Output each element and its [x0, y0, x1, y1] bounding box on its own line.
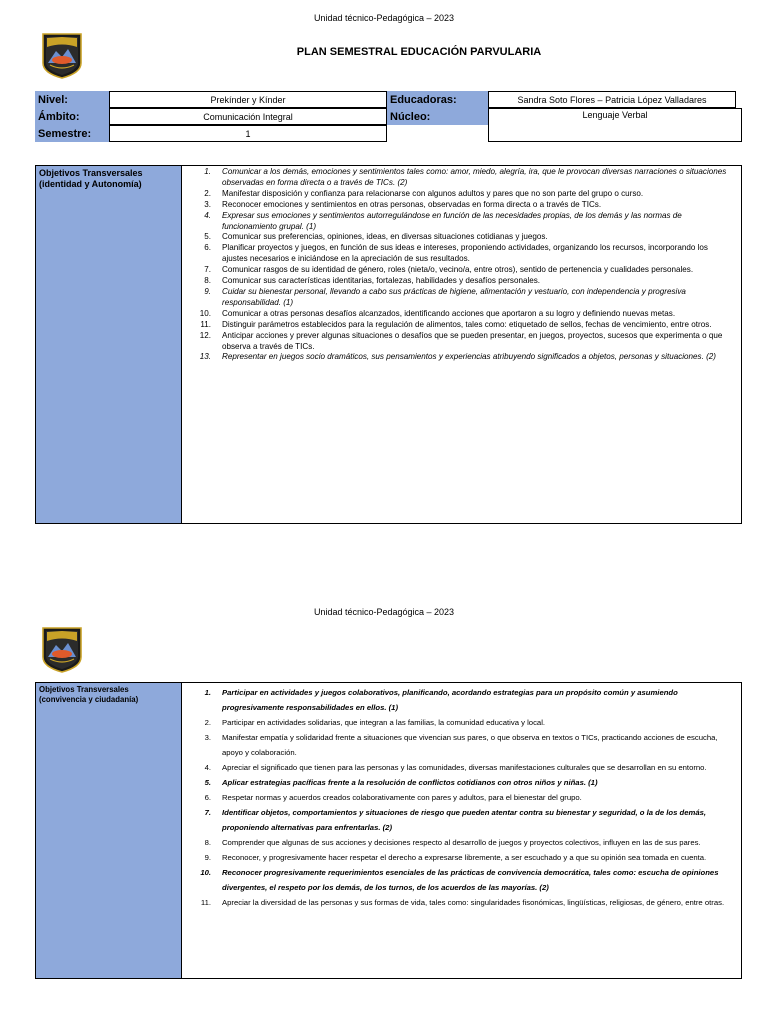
objective-citizenship-item-number: 9. [204, 853, 211, 862]
objective-item-number: 3. [204, 199, 211, 209]
objective-item [183, 320, 735, 331]
page-header-2: Unidad técnico-Pedagógica – 2023 [313, 607, 455, 617]
objective-item-text: Comunicar a los demás, emociones y sentimientos tales como: amor, miedo, alegría, ira, que le provocan diversas narraciones o situaciones observadas en forma directa o a través de TICs. (2) [222, 167, 727, 187]
objective-citizenship-item [183, 715, 731, 730]
objective-citizenship-item-text: Apreciar la diversidad de las personas y sus formas de vida, tales como: singularidades fisonómicas, lingüísticas, religiosas, de género, entre otras. [222, 898, 725, 907]
objective-item [183, 167, 735, 189]
objective-citizenship-item-number: 2. [204, 718, 211, 727]
objective-item-number: 8. [204, 276, 211, 286]
nivel-label: Nivel: [35, 91, 109, 108]
objective-item-text: Manifestar disposición y confianza para relacionarse con algunos adultos y pares que no son parte del grupo o curso. [222, 188, 644, 198]
objective-item [183, 189, 735, 200]
objective-citizenship-item-text: Aplicar estrategias pacíficas frente a la resolución de conflictos cotidianos con otros niños y niñas. (1) [222, 778, 598, 787]
objective-item-number: 12. [199, 330, 211, 340]
objective-item [183, 352, 735, 363]
objective-citizenship-item [183, 775, 731, 790]
objective-citizenship-item-text: Respetar normas y acuerdos creados colaborativamente con pares y adultos, para el bienestar del grupo. [222, 793, 582, 802]
objective-item [183, 211, 735, 233]
objective-citizenship-item [183, 790, 731, 805]
objective-citizenship-item-text: Participar en actividades y juegos colaborativos, planificando, acordando estrategias para un propósito común y asumiendo progresivamente responsabilidades en ellos. (1) [222, 688, 678, 712]
objective-item-number: 4. [204, 210, 211, 220]
objective-citizenship-item-text: Manifestar empatía y solidaridad frente a situaciones que vivencian sus pares, o que observa en textos o TICs, practicando acciones de escucha, apoyo y colaboración. [222, 733, 718, 757]
objective-citizenship-item-number: 11. [200, 898, 211, 907]
objective-item-number: 1. [204, 167, 211, 176]
objective-citizenship-item-text: Identificar objetos, comportamientos y situaciones de riesgo que pueden atentar contra su bienestar y seguridad, o la de los demás, proponiendo alternativas para enfrentarlas. (2) [222, 808, 707, 832]
objective-item [183, 276, 735, 287]
objective-item [183, 232, 735, 243]
objective-item-number: 7. [204, 265, 211, 275]
objective-citizenship-item-number: 5. [204, 778, 211, 787]
info-table [35, 91, 742, 143]
objective-item-number: 2. [204, 188, 211, 198]
nucleo-value: Lenguaje Verbal [488, 108, 742, 142]
objective-item [183, 200, 735, 211]
page-header: Unidad técnico-Pedagógica – 2023 [313, 13, 455, 23]
objective-item [183, 287, 735, 309]
objective-citizenship-item-text: Comprender que algunas de sus acciones y decisiones respecto al desarrollo de juegos y proyectos colectivos, influyen en las de sus pares. [222, 838, 701, 847]
objective-citizenship-item [183, 685, 731, 715]
objective-citizenship-item [183, 730, 731, 760]
objective-item [183, 265, 735, 276]
objective-citizenship-item [183, 895, 731, 910]
objective-item-number: 10. [199, 308, 211, 318]
objective-item-number: 13. [199, 352, 211, 362]
objectives-citizenship-box [35, 682, 742, 979]
objective-citizenship-item-text: Apreciar el significado que tienen para las personas y las comunidades, diversas manifestaciones culturales que se desarrollan en su entorno. [222, 763, 707, 772]
objective-item-text: Anticipar acciones y prever algunas situaciones o desafíos que se pueden presentar, en juegos, proyectos, sucesos que experimenta o que observa a través de TICs. [222, 330, 723, 351]
nivel-value: Prekínder y Kínder [109, 91, 387, 108]
objective-item-text: Comunicar sus preferencias, opiniones, ideas, en diversas situaciones cotidianas y juegos. [222, 232, 548, 242]
objectives-identity-label: Objetivos Transversales (identidad y Autonomía) [36, 166, 182, 523]
objective-citizenship-item-number: 3. [204, 733, 211, 742]
objective-citizenship-item [183, 760, 731, 775]
objective-item-text: Comunicar sus características identitarias, fortalezas, habilidades y desafíos personales. [222, 276, 541, 286]
objective-item-text: Reconocer emociones y sentimientos en otras personas, observadas en forma directa o a través de TICs. [222, 199, 602, 209]
objectives-identity-box [35, 165, 742, 524]
objective-item [183, 243, 735, 265]
semestre-label: Semestre: [35, 125, 109, 142]
objective-item [183, 331, 735, 353]
objective-item-text: Distinguir parámetros establecidos para la regulación de alimentos, tales como: etiquetado de sellos, fechas de vencimiento, entre otros. [222, 319, 712, 329]
objective-citizenship-item-number: 7. [204, 808, 211, 817]
objective-citizenship-item [183, 835, 731, 850]
objectives-identity-list [183, 166, 735, 363]
objectives-citizenship-list [183, 683, 731, 910]
objective-item-number: 11. [200, 319, 211, 329]
objective-item-number: 9. [204, 286, 211, 296]
objective-citizenship-item-number: 6. [204, 793, 211, 802]
objective-item-text: Representar en juegos socio dramáticos, sus pensamientos y experiencias atribuyendo significados a objetos, personas y situaciones. (2) [222, 352, 716, 362]
objective-citizenship-item [183, 865, 731, 895]
objective-citizenship-item-text: Participar en actividades solidarias, que integran a las familias, la comunidad educativa y local. [222, 718, 546, 727]
objective-citizenship-item [183, 850, 731, 865]
objective-item-text: Comunicar rasgos de su identidad de género, roles (nieta/o, vecino/a, entre otros), sentido de pertenencia y cualidades personales. [222, 265, 694, 275]
objective-citizenship-item-number: 10. [200, 868, 211, 877]
objective-item-text: Planificar proyectos y juegos, en función de sus ideas e intereses, proponiendo actividades, organizando los recursos, incorporando los ajustes necesarios e iniciándose en la apreciación de sus resultados. [222, 243, 708, 264]
objective-item-number: 6. [204, 243, 211, 253]
objective-item [183, 309, 735, 320]
ambito-label: Ámbito: [35, 108, 109, 125]
school-crest-icon [42, 627, 82, 673]
objective-citizenship-item-text: Reconocer progresivamente requerimientos esenciales de las prácticas de convivencia democrática, tales como: escucha de opiniones divergentes, el respeto por los demás, de los turnos, de los acuerdos de las mayorías. (2) [222, 868, 719, 892]
objective-citizenship-item [183, 805, 731, 835]
objective-item-text: Cuidar su bienestar personal, llevando a cabo sus prácticas de higiene, alimentación y vestuario, con independencia y progresiva responsabilidad. (1) [222, 286, 686, 307]
objective-citizenship-item-number: 1. [204, 688, 211, 697]
objective-item-text: Comunicar a otras personas desafíos alcanzados, identificando acciones que aportaron a su logro y definiendo nuevas metas. [222, 308, 676, 318]
ambito-value: Comunicación Integral [109, 108, 387, 125]
objectives-citizenship-label: Objetivos Transversales (convivencia y ciudadanía) [36, 683, 182, 978]
objective-item-text: Expresar sus emociones y sentimientos autorregulándose en función de las necesidades propias, de los demás y las normas de funcionamiento grupal. (1) [222, 210, 682, 231]
objective-item-number: 5. [204, 232, 211, 242]
nucleo-label: Núcleo: [387, 108, 488, 125]
document-title: PLAN SEMESTRAL EDUCACIÓN PARVULARIA [296, 46, 542, 58]
objective-citizenship-item-text: Reconocer, y progresivamente hacer respetar el derecho a expresarse libremente, a ser escuchado y a que su opinión sea tomada en cuenta. [222, 853, 707, 862]
educadoras-label: Educadoras: [387, 91, 488, 108]
objective-citizenship-item-number: 4. [204, 763, 211, 772]
semestre-value: 1 [109, 125, 387, 142]
educadoras-value: Sandra Soto Flores – Patricia López Valladares [488, 91, 736, 108]
objective-citizenship-item-number: 8. [204, 838, 211, 847]
